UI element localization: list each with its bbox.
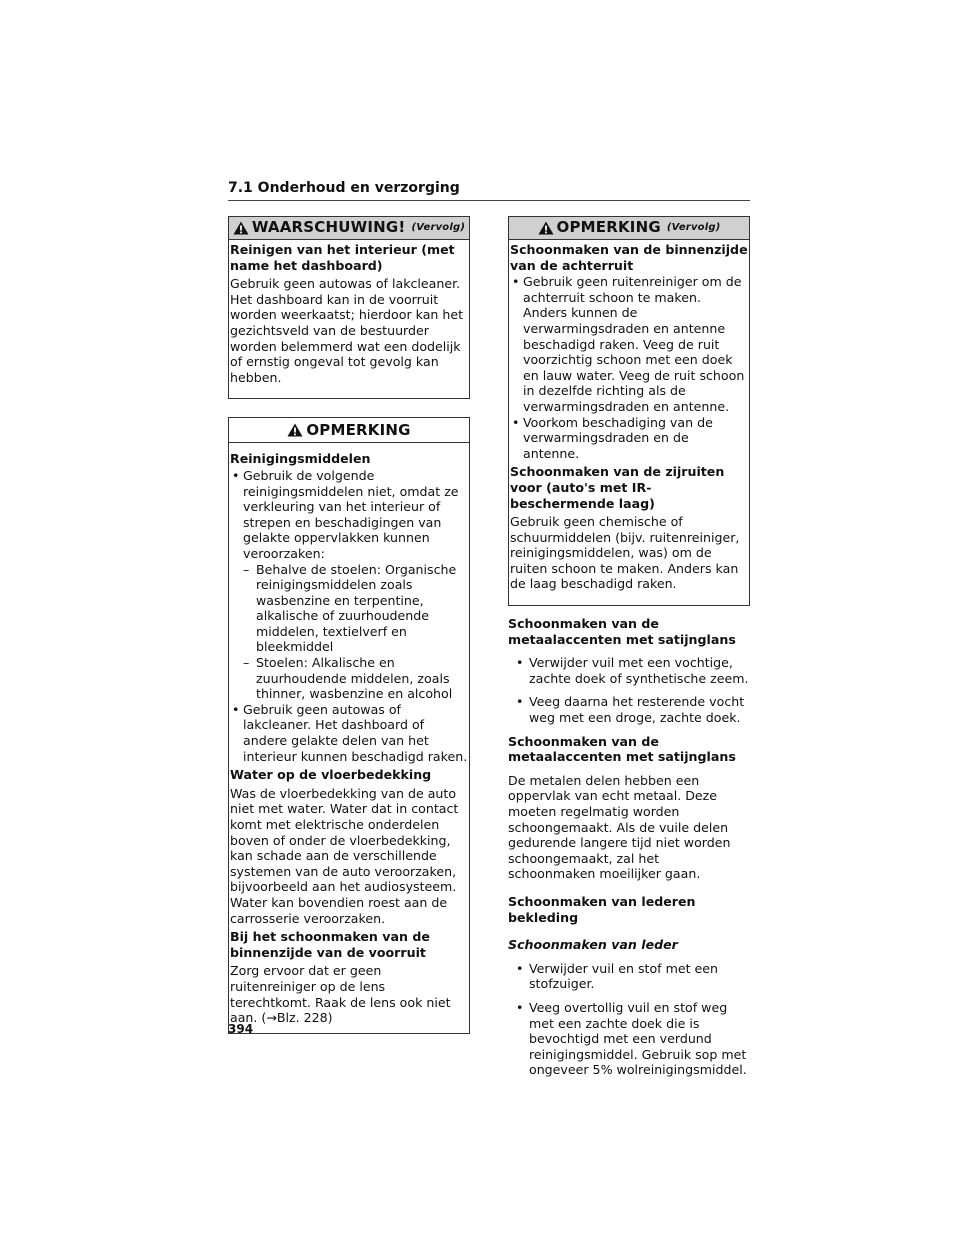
list-item: • Verwijder vuil met een vochtige, zachte doek of synthetische zeem. bbox=[508, 655, 750, 686]
list-item: • Voorkom beschadiging van de verwarmingsdraden en de antenne. bbox=[510, 415, 748, 462]
subheading-leather: Schoonmaken van leder bbox=[508, 937, 678, 953]
list-item: • Gebruik geen autowas of lakcleaner. Het dashboard of andere gelakte delen van het interieur kunnen beschadigd raken. bbox=[230, 702, 468, 764]
note-heading-cleaning-agents: Reinigingsmiddelen bbox=[230, 451, 371, 467]
right-column bbox=[508, 216, 750, 1086]
text-metal-accents: De metalen delen hebben een oppervlak van echt metaal. Deze moeten regelmatig worden schoongemaakt. Als de vuile delen gedurende langere tijd niet worden schoongemaakt, zal het schoonmaken moeilijker gaan. bbox=[508, 772, 731, 882]
note-box-right-title bbox=[509, 217, 749, 240]
warning-icon bbox=[538, 221, 554, 235]
list-item: • Veeg daarna het resterende vocht weg met een droge, zachte doek. bbox=[508, 694, 750, 725]
warning-heading: Reinigen van het interieur (met name het dashboard) bbox=[230, 242, 455, 273]
list-item: • Gebruik geen ruitenreiniger om de achterruit schoon te maken. Anders kunnen de verwarmingsdraden en antenne beschadigd raken. Veeg de ruit voorzichtig schoon met een doek en lauw water. Veeg de ruit schoon in dezelfde richting als de verwarmingsdraden en antenne. bbox=[510, 274, 748, 414]
note-box-left bbox=[228, 417, 470, 1033]
heading-metal-accents-2: Schoonmaken van de metaalaccenten met satijnglans bbox=[508, 733, 736, 765]
warning-box-title bbox=[229, 217, 469, 240]
section-header: 7.1 Onderhoud en verzorging bbox=[228, 179, 750, 201]
warning-icon bbox=[233, 221, 249, 235]
warning-text: Gebruik geen autowas of lakcleaner. Het dashboard kan in de voorruit worden weerkaatst; hierdoor kan het gezichtsveld van de bestuurder worden belemmerd wat een dodelijk of ernstig ongeval tot gevolg kan hebben. bbox=[230, 276, 464, 385]
note-box-left-title bbox=[229, 418, 469, 443]
list-item: – Stoelen: Alkalische en zuurhoudende middelen, zoals thinner, wasbenzine en alcohol bbox=[230, 655, 468, 702]
heading-leather: Schoonmaken van lederen bekleding bbox=[508, 893, 696, 925]
list-item: • Gebruik de volgende reinigingsmiddelen niet, omdat ze verkleuring van het interieur of strepen en beschadigingen van gelakte oppervlakken kunnen veroorzaken: bbox=[230, 468, 468, 562]
note-heading-side-windows: Schoonmaken van de zijruiten voor (auto's met IR-beschermende laag) bbox=[510, 464, 725, 511]
warning-box bbox=[228, 216, 470, 399]
note-heading-windshield: Bij het schoonmaken van de binnenzijde van de voorruit bbox=[230, 929, 430, 960]
note-text-floor-water: Was de vloerbedekking van de auto niet met water. Water dat in contact komt met elektrische onderdelen boven of onder de vloerbedekking, kan schade aan de verschillende systemen van de auto veroorzaken, bijvoorbeeld aan het audiosysteem. Water kan bovendien roest aan de carrosserie veroorzaken. bbox=[230, 785, 459, 926]
note-text-side-windows: Gebruik geen chemische of schuurmiddelen (bijv. ruitenreiniger, reinigingsmiddelen, was) om de ruiten schoon te maken. Anders kan de laag beschadigd raken. bbox=[510, 514, 740, 592]
note-heading-floor-water: Water op de vloerbedekking bbox=[230, 767, 432, 783]
warning-icon bbox=[287, 423, 303, 437]
left-column bbox=[228, 216, 470, 1034]
page-number: 394 bbox=[228, 1022, 254, 1036]
list-item: • Verwijder vuil en stof met een stofzuiger. bbox=[508, 961, 750, 992]
note-box-right bbox=[508, 216, 750, 606]
note-continued: (Vervolg) bbox=[666, 222, 721, 234]
note-heading-rear-window: Schoonmaken van de binnenzijde van de achterruit bbox=[510, 242, 748, 273]
note-text-windshield: Zorg ervoor dat er geen ruitenreiniger op de lens terechtkomt. Raak de lens ook niet aan. (→Blz. 228) bbox=[230, 963, 451, 1026]
list-item: • Veeg overtollig vuil en stof weg met een zachte doek die is bevochtigd met een verdund reinigingsmiddel. Gebruik sop met ongeveer 5% wolreinigingsmiddel. bbox=[508, 1000, 750, 1078]
note-title-text: OPMERKING bbox=[556, 218, 661, 237]
note-title-text: OPMERKING bbox=[306, 420, 411, 439]
heading-metal-accents: Schoonmaken van de metaalaccenten met satijnglans bbox=[508, 616, 736, 647]
list-item: – Behalve de stoelen: Organische reinigingsmiddelen zoals wasbenzine en terpentine, alkalische of zuurhoudende middelen, textielverf en bleekmiddel bbox=[230, 562, 468, 656]
warning-title-text: WAARSCHUWING! bbox=[251, 218, 406, 237]
warning-continued: (Vervolg) bbox=[411, 222, 466, 234]
right-body-text bbox=[508, 616, 750, 1078]
